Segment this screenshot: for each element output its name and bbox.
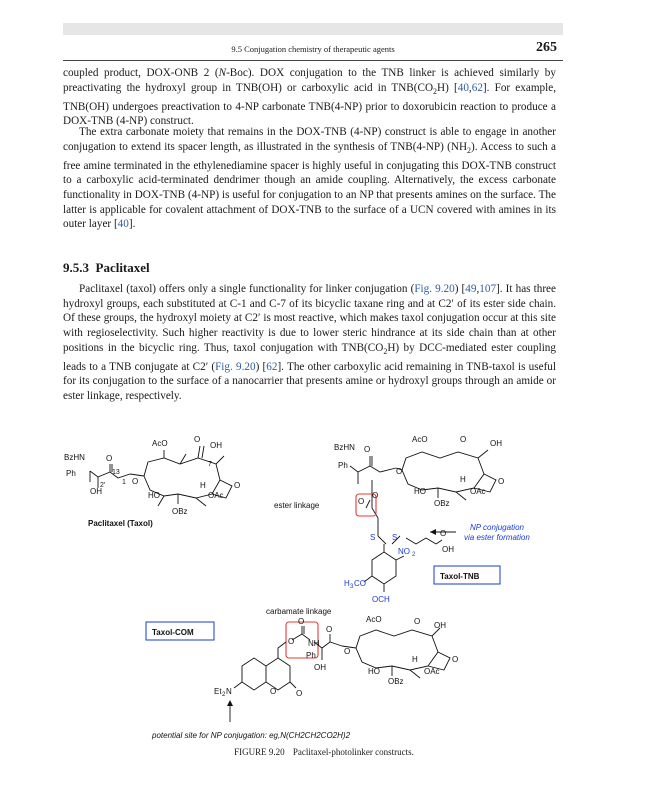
svg-text:OBz: OBz <box>434 499 450 508</box>
svg-text:OH: OH <box>490 439 502 448</box>
potential-site-label: potential site for NP conjugation: eg,N(CH2CH2CO2H)2 <box>152 731 351 740</box>
svg-text:CO: CO <box>354 579 366 588</box>
svg-text:NH: NH <box>308 639 320 648</box>
svg-text:2: 2 <box>412 552 416 558</box>
svg-text:AcO: AcO <box>366 615 382 624</box>
svg-text:7: 7 <box>208 461 212 468</box>
svg-text:O: O <box>132 477 139 486</box>
svg-text:O: O <box>106 454 113 463</box>
svg-text:13: 13 <box>112 469 120 476</box>
svg-text:O: O <box>372 491 379 500</box>
svg-text:OCH: OCH <box>372 595 390 604</box>
paragraph-2: The extra carbonate moiety that remains in the DOX-TNB (4-NP) construct is able to engage in another conjugation to extend its spacer length, as illustrated in the synthesis of TNB(4-NP) $(NH_2)$. Access to such a free amine terminated in the ethylenediamine spacer is highly useful in conjugating this DOX-TNB construct to a carboxylic acid-terminated dendrimer though an amide coupling. Alternatively, the excess carbonate functionality in DOX-TNB (4-NP) is useful for conjugation to an NP that presents amines on the surface. The latter is applicable for covalent attachment of DOX-TNB to the surface of a UCN covered with amines in its outer layer [40]. <box>63 126 556 231</box>
svg-text:O: O <box>270 687 277 696</box>
section-heading: 9.5.3 Paclitaxel <box>63 260 150 275</box>
svg-text:O: O <box>414 617 421 626</box>
citation-link[interactable]: 107 <box>479 283 497 295</box>
svg-text:Et: Et <box>214 687 222 696</box>
svg-text:OBz: OBz <box>388 677 404 686</box>
paragraph-3: Paclitaxel (taxol) offers only a single functionality for linker conjugation (Fig. 9.20) [49,107]. It has three hydroxyl groups, each substituted at C-1 and C-7 of its bicyclic taxane ring and at C2′ of its ester side chain. Of these groups, the hydroxyl moiety at C2′ is most reactive, which makes taxol conjugation occur at this site with regioselectivity. Such higher reactivity is due to lower steric hindrance at its side chain than at other positions in the bicyclic ring. Thus, taxol conjugation with $TNB(CO_2H)$ by DCC-mediated ester coupling leads to a TNB conjugate at C2′ (Fig. 9.20) [62]. The other carboxylic acid remaining in TNB-taxol is useful for its conjugation to the surface of a nanocarrier that presents amine or hydroxyl groups through an amide or ester linkage, respectively. <box>63 283 556 403</box>
svg-text:1: 1 <box>122 479 126 486</box>
svg-text:OH: OH <box>210 441 222 450</box>
svg-text:3: 3 <box>350 584 354 590</box>
svg-text:OH: OH <box>442 545 454 554</box>
svg-text:O: O <box>344 647 351 656</box>
paclitaxel-label: Paclitaxel (Taxol) <box>88 519 153 528</box>
np-conjugation-label-1: NP conjugation <box>470 523 524 532</box>
structure-diagram <box>60 435 570 747</box>
svg-text:O: O <box>298 617 305 626</box>
svg-text:OH: OH <box>90 487 102 496</box>
svg-text:O: O <box>194 435 201 444</box>
citation-link[interactable]: 62 <box>266 360 278 373</box>
taxol-com-labels <box>214 615 458 698</box>
svg-text:O: O <box>288 637 295 646</box>
citation-link[interactable]: 62 <box>471 81 483 94</box>
header-bar <box>63 23 563 35</box>
running-head <box>63 40 563 60</box>
svg-text:OAc: OAc <box>424 667 440 676</box>
svg-text:Ph: Ph <box>66 469 76 478</box>
svg-text:HO: HO <box>414 487 426 496</box>
figure-link[interactable]: Fig. 9.20 <box>215 360 256 373</box>
header-rule <box>63 60 563 61</box>
figure-caption-text: Paclitaxel-photolinker constructs. <box>292 747 414 757</box>
ester-linkage-label: ester linkage <box>274 501 320 510</box>
figure-caption-label: FIGURE 9.20 <box>234 747 285 757</box>
svg-text:2: 2 <box>222 692 226 698</box>
svg-text:N: N <box>226 687 232 696</box>
paragraph-1: coupled product, DOX-ONB 2 (N-Boc). DOX conjugation to the TNB linker is achieved similarly by preactivating the hydroxyl group in TNB(OH) or carboxylic acid in $TNB(CO_2H)$ [40,62]. For example, TNB(OH) undergoes preactivation to 4-NP carbonate TNB(4-NP) prior to doxorubicin reaction to produce a DOX-TNB (4-NP) construct. <box>63 67 556 128</box>
svg-text:O: O <box>358 497 365 506</box>
page-number: 265 <box>536 40 557 55</box>
citation-link[interactable]: 40 <box>117 218 129 231</box>
svg-text:O: O <box>452 655 459 664</box>
svg-text:OAc: OAc <box>208 491 224 500</box>
svg-text:S: S <box>392 533 398 542</box>
svg-text:HO: HO <box>368 667 380 676</box>
svg-text:O: O <box>396 467 403 476</box>
svg-text:OBz: OBz <box>172 507 188 516</box>
svg-text:O: O <box>296 689 303 698</box>
citation-link[interactable]: 40 <box>457 81 469 94</box>
svg-text:OAc: OAc <box>470 487 486 496</box>
svg-text:Ph: Ph <box>306 651 316 660</box>
svg-text:H: H <box>412 655 418 664</box>
svg-text:O: O <box>440 529 447 538</box>
running-title: 9.5 Conjugation chemistry of therapeutic agents <box>231 44 395 54</box>
figure-link[interactable]: Fig. 9.20 <box>414 283 455 295</box>
svg-text:S: S <box>370 533 376 542</box>
svg-text:O: O <box>364 445 371 454</box>
svg-text:2′: 2′ <box>100 482 106 489</box>
carbamate-linkage-label: carbamate linkage <box>266 607 332 616</box>
svg-text:AcO: AcO <box>152 439 168 448</box>
svg-text:BzHN: BzHN <box>64 453 85 462</box>
svg-text:O: O <box>234 481 241 490</box>
svg-text:AcO: AcO <box>412 435 428 444</box>
citation-link[interactable]: 49 <box>465 283 477 295</box>
svg-text:NO: NO <box>398 547 410 556</box>
svg-text:H: H <box>200 481 206 490</box>
svg-text:OH: OH <box>314 663 326 672</box>
svg-text:O: O <box>498 477 505 486</box>
svg-text:H: H <box>460 475 466 484</box>
figure-9-20 <box>60 435 570 747</box>
svg-text:Ph: Ph <box>338 461 348 470</box>
taxol-com-label: Taxol-COM <box>152 628 194 637</box>
taxol-tnb-label: Taxol-TNB <box>440 572 480 581</box>
svg-text:O: O <box>326 625 333 634</box>
svg-text:O: O <box>460 435 467 444</box>
svg-text:H: H <box>344 579 350 588</box>
svg-text:BzHN: BzHN <box>334 443 355 452</box>
svg-text:HO: HO <box>148 491 160 500</box>
figure-caption <box>0 747 648 757</box>
np-conjugation-label-2: via ester formation <box>464 533 530 542</box>
svg-text:OH: OH <box>434 621 446 630</box>
